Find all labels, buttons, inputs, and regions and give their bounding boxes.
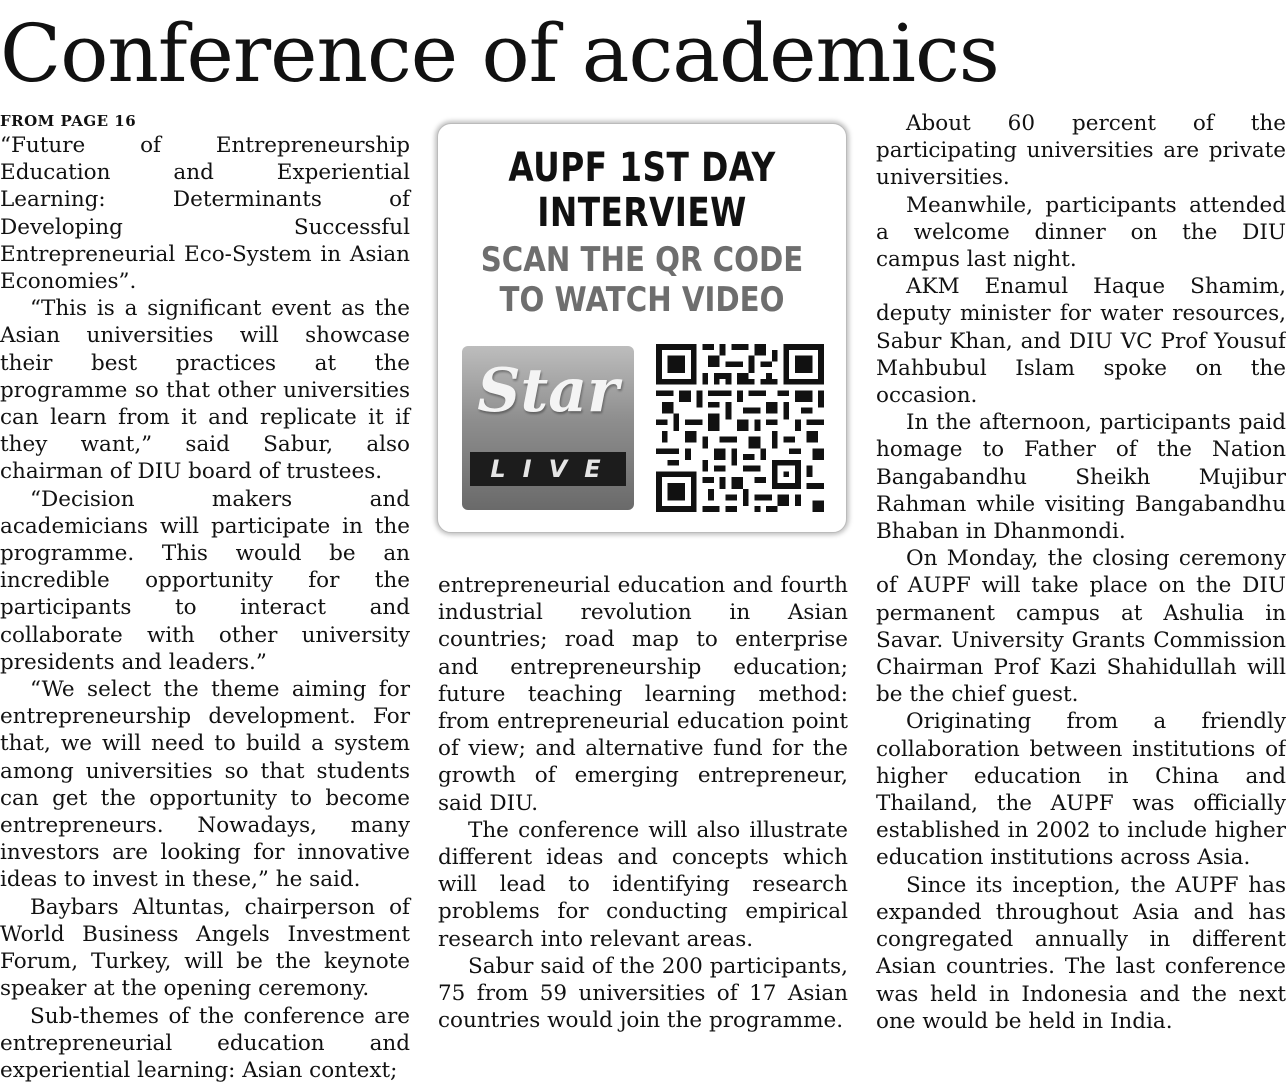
paragraph: In the afternoon, participants paid homage to Father of the Nation Bangabandhu Sheikh Mujibur Rahman while visiting Bangabandhu Bhaban in Dhanmondi. [876,409,1286,545]
paragraph: AKM Enamul Haque Shamim, deputy minister for water resources, Sabur Khan, and DIU VC Prof Yousuf Mahbubul Islam spoke on the occasion. [876,273,1286,409]
promo-title-line: AUPF 1ST DAY [475,146,810,191]
headline: Conference of academics [0,6,999,102]
promo-title-line: INTERVIEW [475,191,810,236]
paragraph: entrepreneurial education and fourth industrial revolution in Asian countries; road map to enterprise and entrepreneurship education; future teaching learning method: from entrepreneurial education point of view; and alternative fund for the growth of emerging entrepreneur, said DIU. [438,572,848,817]
paragraph: Sabur said of the 200 participants, 75 from 59 universities of 17 Asian countries would join the programme. [438,953,848,1035]
paragraph: Baybars Altuntas, chairperson of World Business Angels Investment Forum, Turkey, will be the keynote speaker at the opening ceremony. [0,894,410,1003]
article-column-3 [876,110,1286,1035]
paragraph: On Monday, the closing ceremony of AUPF will take place on the DIU permanent campus at Ashulia in Savar. University Grants Commission Chairman Prof Kazi Shahidullah will be the chief guest. [876,545,1286,708]
article-column-2 [438,572,848,1034]
star-live-logo [462,346,634,510]
paragraph: “This is a significant event as the Asian universities will showcase their best practices at the programme so that other universities can learn from it and replicate it if they want,” said Sabur, also chairman of DIU board of trustees. [0,295,410,485]
paragraph: The conference will also illustrate different ideas and concepts which will lead to identifying research problems for conducting empirical research into relevant areas. [438,817,848,953]
promo-subtitle-line: TO WATCH VIDEO [467,280,818,320]
paragraph: Since its inception, the AUPF has expanded throughout Asia and has congregated annually in different Asian countries. The last conference was held in Indonesia and the next one would be held in India. [876,872,1286,1035]
paragraph: About 60 percent of the participating universities are private universities. [876,110,1286,192]
logo-tag: LIVE [470,452,626,486]
qr-code-icon[interactable] [656,344,824,512]
paragraph: Originating from a friendly collaboration between institutions of higher education in China and Thailand, the AUPF was officially established in 2002 to include higher education institutions across Asia. [876,708,1286,871]
paragraph: “Future of Entrepreneurship Education and Experiential Learning: Determinants of Developing Successful Entrepreneurial Eco-System in Asian Economies”. [0,132,410,295]
jump-line: FROM PAGE 16 [0,110,410,132]
logo-wordmark: Star [462,356,634,426]
paragraph: Meanwhile, participants attended a welcome dinner on the DIU campus last night. [876,192,1286,274]
paragraph: “Decision makers and academicians will participate in the programme. This would be an incredible opportunity for the participants to interact and collaborate with other university presidents and leaders.” [0,486,410,676]
article-column-1 [0,110,410,1084]
video-promo-box[interactable] [437,123,847,533]
promo-title [475,146,810,236]
promo-subtitle [467,240,818,320]
paragraph: “We select the theme aiming for entrepreneurship development. For that, we will need to build a system among universities so that students can get the opportunity to become entrepreneurs. Nowadays, many investors are looking for innovative ideas to invest in these,” he said. [0,676,410,894]
promo-subtitle-line: SCAN THE QR CODE [467,240,818,280]
paragraph: Sub-themes of the conference are entrepreneurial education and experiential learning: Asian context; [0,1003,410,1084]
